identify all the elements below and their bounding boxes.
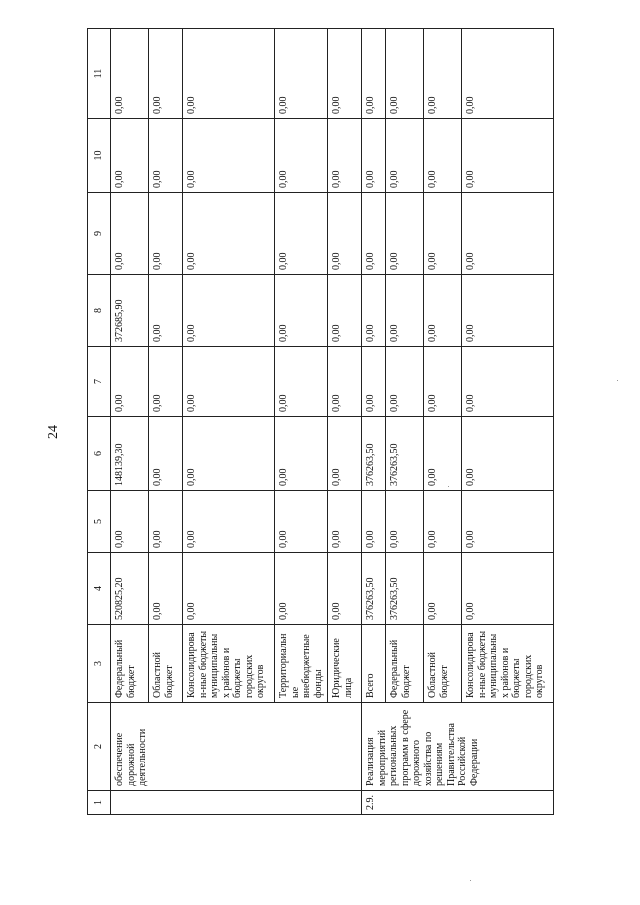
value-cell: 0,00 <box>328 347 362 417</box>
budget-table <box>87 28 554 815</box>
value-cell: 0,00 <box>362 275 386 347</box>
value-cell: 0,00 <box>462 275 554 347</box>
value-cell: 0,00 <box>386 119 424 193</box>
value-cell: 0,00 <box>275 119 328 193</box>
scan-speck <box>470 880 471 881</box>
value-cell: 0,00 <box>183 491 275 553</box>
row-index: 2.9. <box>362 791 554 815</box>
value-cell: 0,00 <box>149 119 183 193</box>
value-cell: 0,00 <box>183 275 275 347</box>
value-cell: 0,00 <box>328 491 362 553</box>
funding-source: Всего <box>362 625 386 703</box>
header-cell: 9 <box>88 193 111 275</box>
value-cell: 0,00 <box>362 29 386 119</box>
value-cell: 0,00 <box>328 29 362 119</box>
value-cell: 0,00 <box>462 29 554 119</box>
value-cell: 0,00 <box>462 119 554 193</box>
value-cell: 0,00 <box>275 193 328 275</box>
page-number: 24 <box>46 425 61 439</box>
table-row <box>111 29 149 815</box>
table-row <box>424 29 462 815</box>
value-cell: 0,00 <box>386 275 424 347</box>
value-cell: 0,00 <box>275 417 328 491</box>
funding-source: Юридические лица <box>328 625 362 703</box>
value-cell: 0,00 <box>424 417 462 491</box>
funding-source: Федеральный бюджет <box>386 625 424 703</box>
value-cell: 0,00 <box>149 275 183 347</box>
value-cell: 520825,20 <box>111 553 149 625</box>
value-cell: 0,00 <box>183 347 275 417</box>
value-cell: 0,00 <box>111 29 149 119</box>
value-cell: 0,00 <box>183 193 275 275</box>
funding-source: Областной бюджет <box>149 625 183 703</box>
table-row <box>362 29 386 815</box>
value-cell: 0,00 <box>362 347 386 417</box>
value-cell: 0,00 <box>183 29 275 119</box>
header-cell: 6 <box>88 417 111 491</box>
funding-source: Консолидирован-ные бюджеты муниципальных районов и бюджеты городских округов <box>462 625 554 703</box>
header-cell: 11 <box>88 29 111 119</box>
value-cell: 0,00 <box>111 193 149 275</box>
value-cell: 376263,50 <box>362 417 386 491</box>
value-cell: 0,00 <box>362 193 386 275</box>
value-cell: 0,00 <box>111 347 149 417</box>
value-cell: 0,00 <box>328 275 362 347</box>
value-cell: 0,00 <box>386 491 424 553</box>
value-cell: 0,00 <box>111 119 149 193</box>
value-cell: 0,00 <box>386 347 424 417</box>
scan-speck <box>448 486 449 487</box>
value-cell: 0,00 <box>149 347 183 417</box>
value-cell: 376263,50 <box>386 553 424 625</box>
value-cell: 0,00 <box>328 119 362 193</box>
header-cell: 10 <box>88 119 111 193</box>
value-cell: 372685,90 <box>111 275 149 347</box>
activity-name: Реализация мероприятий региональных программ в сфере дорожного хозяйства по решениям Правительства Российской Федерации <box>362 703 554 791</box>
row-index <box>111 791 362 815</box>
table-row <box>183 29 275 815</box>
value-cell: 0,00 <box>386 29 424 119</box>
value-cell: 0,00 <box>183 119 275 193</box>
value-cell: 0,00 <box>462 193 554 275</box>
value-cell: 0,00 <box>149 193 183 275</box>
header-cell: 2 <box>88 703 111 791</box>
value-cell: 0,00 <box>328 193 362 275</box>
value-cell: 0,00 <box>462 491 554 553</box>
value-cell: 0,00 <box>424 275 462 347</box>
value-cell: 0,00 <box>362 491 386 553</box>
value-cell: 0,00 <box>462 347 554 417</box>
value-cell: 0,00 <box>149 553 183 625</box>
value-cell: 0,00 <box>275 491 328 553</box>
table-row <box>328 29 362 815</box>
header-cell: 8 <box>88 275 111 347</box>
activity-name: обеспечение дорожной деятельности <box>111 703 362 791</box>
value-cell: 0,00 <box>111 491 149 553</box>
value-cell: 0,00 <box>424 193 462 275</box>
rotated-table-wrapper <box>87 29 587 815</box>
value-cell: 0,00 <box>275 275 328 347</box>
column-number-header <box>88 29 111 815</box>
value-cell: 0,00 <box>462 553 554 625</box>
funding-source: Федеральный бюджет <box>111 625 149 703</box>
value-cell: 0,00 <box>362 119 386 193</box>
value-cell: 0,00 <box>424 491 462 553</box>
value-cell: 0,00 <box>424 553 462 625</box>
value-cell: 0,00 <box>424 29 462 119</box>
header-cell: 1 <box>88 791 111 815</box>
value-cell: 0,00 <box>424 119 462 193</box>
value-cell: 0,00 <box>462 417 554 491</box>
header-cell: 5 <box>88 491 111 553</box>
value-cell: 0,00 <box>328 553 362 625</box>
table-row <box>275 29 328 815</box>
value-cell: 0,00 <box>424 347 462 417</box>
header-cell: 7 <box>88 347 111 417</box>
table-row <box>386 29 424 815</box>
table-row <box>149 29 183 815</box>
value-cell: 0,00 <box>149 417 183 491</box>
value-cell: 376263,50 <box>362 553 386 625</box>
value-cell: 376263,50 <box>386 417 424 491</box>
value-cell: 0,00 <box>183 553 275 625</box>
value-cell: 0,00 <box>386 193 424 275</box>
header-cell: 4 <box>88 553 111 625</box>
value-cell: 0,00 <box>275 553 328 625</box>
value-cell: 0,00 <box>149 491 183 553</box>
value-cell: 0,00 <box>275 29 328 119</box>
header-cell: 3 <box>88 625 111 703</box>
funding-source: Областной бюджет <box>424 625 462 703</box>
value-cell: 148139,30 <box>111 417 149 491</box>
table-row <box>462 29 554 815</box>
scan-speck <box>617 380 618 381</box>
value-cell: 0,00 <box>149 29 183 119</box>
funding-source: Территориальные внебюджетные фонды <box>275 625 328 703</box>
value-cell: 0,00 <box>275 347 328 417</box>
value-cell: 0,00 <box>183 417 275 491</box>
value-cell: 0,00 <box>328 417 362 491</box>
funding-source: Консолидирован-ные бюджеты муниципальных районов и бюджеты городских округов <box>183 625 275 703</box>
